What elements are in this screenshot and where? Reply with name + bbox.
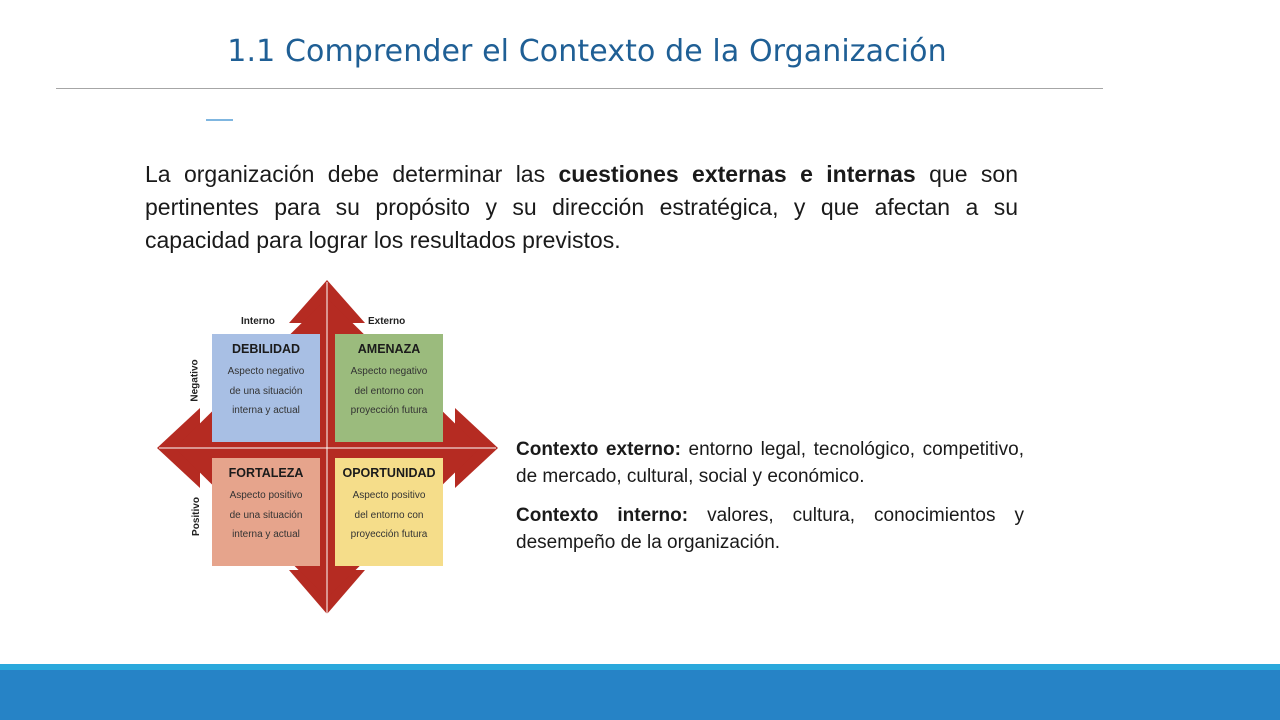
context-definitions: [516, 436, 1024, 568]
axis-label-positivo: Positivo: [190, 497, 202, 536]
quadrant-desc-line: Aspecto positivo: [352, 490, 426, 501]
intro-text-start: La organización debe determinar las: [145, 161, 559, 187]
title-divider: [56, 88, 1103, 89]
quadrant-fortaleza: [212, 458, 320, 566]
quadrant-desc-line: Aspecto negativo: [227, 366, 305, 377]
quadrant-title: FORTALEZA: [228, 466, 304, 480]
swot-arrows-graphic: [155, 278, 500, 618]
quadrant-desc-line: del entorno con: [354, 385, 424, 397]
quadrant-desc-line: proyección futura: [350, 529, 428, 540]
internal-context-text: valores, cultura, conocimientos y desempeño de la organización.: [516, 505, 1024, 553]
internal-context-label: Contexto interno:: [516, 505, 689, 526]
quadrant-desc-line: de una situación: [229, 509, 303, 521]
external-context-text: entorno legal, tecnológico, competitivo, de mercado, cultural, social y económico.: [516, 439, 1024, 487]
axis-label-interno: Interno: [241, 316, 275, 327]
quadrant-desc-line: del entorno con: [354, 509, 424, 521]
intro-paragraph: [145, 158, 1018, 257]
axis-label-negativo: Negativo: [189, 359, 201, 402]
axis-label-externo: Externo: [368, 316, 406, 327]
quadrant-title: AMENAZA: [357, 342, 421, 356]
external-context-paragraph: [516, 436, 1024, 490]
accent-dash: [206, 119, 233, 121]
swot-diagram: [155, 278, 500, 618]
intro-text-end: que son pertinentes para su propósito y su dirección estratégica, y que afectan a su capacidad para lograr los resultados previstos.: [145, 161, 1018, 253]
quadrant-desc-line: de una situación: [229, 385, 303, 397]
external-context-label: Contexto externo:: [516, 439, 681, 460]
quadrant-desc-line: interna y actual: [232, 529, 300, 540]
quadrant-amenaza: [335, 334, 443, 442]
slide-title: 1.1 Comprender el Contexto de la Organización: [227, 34, 947, 69]
quadrant-title: DEBILIDAD: [231, 342, 301, 356]
footer-bar: [0, 670, 1280, 720]
internal-context-paragraph: [516, 502, 1024, 556]
quadrant-desc-line: Aspecto negativo: [350, 366, 428, 377]
quadrant-oportunidad: [335, 458, 443, 566]
quadrant-desc-line: interna y actual: [232, 405, 300, 416]
quadrant-debilidad: [212, 334, 320, 442]
intro-bold-text: cuestiones externas e internas: [558, 161, 916, 187]
quadrant-desc-line: proyección futura: [350, 405, 428, 416]
quadrant-title: OPORTUNIDAD: [342, 466, 436, 480]
quadrant-desc-line: Aspecto positivo: [229, 490, 303, 501]
